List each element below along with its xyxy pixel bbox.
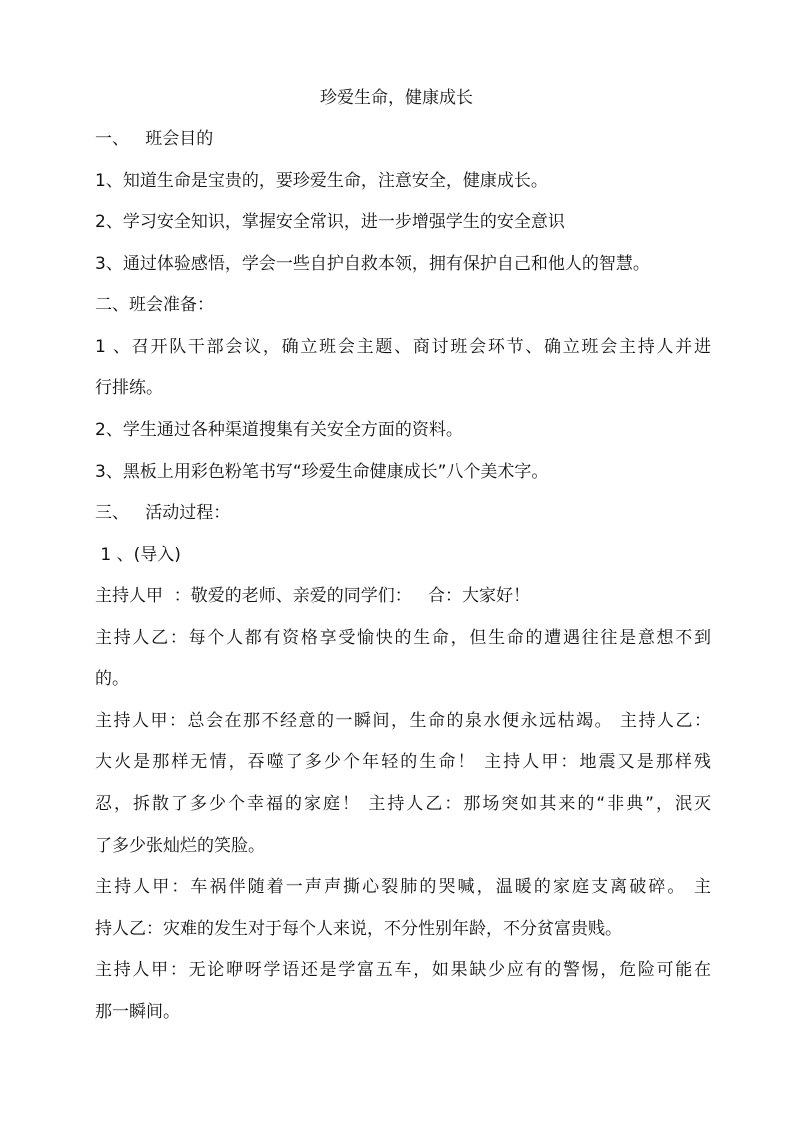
paragraph-line: 大火是那样无情，吞噬了多少个年轻的生命！ 主持人甲：地震又是那样残 [95, 752, 711, 772]
paragraph-line: 主持人甲 ：敬爱的老师、亲爱的同学们： 合：大家好！ [95, 586, 531, 606]
paragraph-line: 主持人甲：总会在那不经意的一瞬间，生命的泉水便永远枯竭。 主持人乙： [95, 711, 711, 731]
paragraph-line: 2、学习安全知识，掌握安全常识，进一步增强学生的安全意识 [95, 212, 565, 232]
paragraph-line: 3、黑板上用彩色粉笔书写“珍爱生命健康成长”八个美术字。 [95, 462, 549, 482]
paragraph-line: 1、知道生命是宝贵的，要珍爱生命，注意安全，健康成长。 [95, 171, 548, 191]
paragraph-line: 持人乙：灾难的发生对于每个人来说，不分性别年龄，不分贫富贵贱。 [95, 919, 622, 939]
paragraph-line: 主持人甲：车祸伴随着一声声撕心裂肺的哭喊，温暖的家庭支离破碎。 主 [95, 877, 711, 897]
paragraph-line: 1 、(导入) [95, 545, 181, 565]
paragraph-line: 那一瞬间。 [95, 1002, 180, 1022]
section-heading-2: 二、班会准备： [95, 295, 214, 315]
paragraph-line: 1 、召开队干部会议，确立班会主题、商讨班会环节、确立班会主持人并进 [95, 337, 711, 357]
paragraph-line: 3、通过体验感悟，学会一些自护自救本领，拥有保护自己和他人的智慧。 [95, 254, 650, 274]
paragraph-line: 行排练。 [95, 378, 163, 398]
document-title: 珍爱生命，健康成长 [320, 88, 473, 108]
paragraph-line: 主持人乙：每个人都有资格享受愉快的生命，但生命的遭遇往往是意想不到 [95, 628, 711, 648]
paragraph-line: 主持人甲：无论咿呀学语还是学富五车，如果缺少应有的警惕，危险可能在 [95, 960, 711, 980]
paragraph-line: 的。 [95, 669, 129, 689]
section-heading-3: 三、 活动过程： [95, 503, 231, 523]
section-heading-1: 一、 班会目的 [95, 129, 214, 149]
paragraph-line: 忍，拆散了多少个幸福的家庭！ 主持人乙：那场突如其来的“非典”，泯灭 [95, 794, 711, 814]
paragraph-line: 了多少张灿烂的笑脸。 [95, 836, 265, 856]
paragraph-line: 2、学生通过各种渠道搜集有关安全方面的资料。 [95, 420, 463, 440]
